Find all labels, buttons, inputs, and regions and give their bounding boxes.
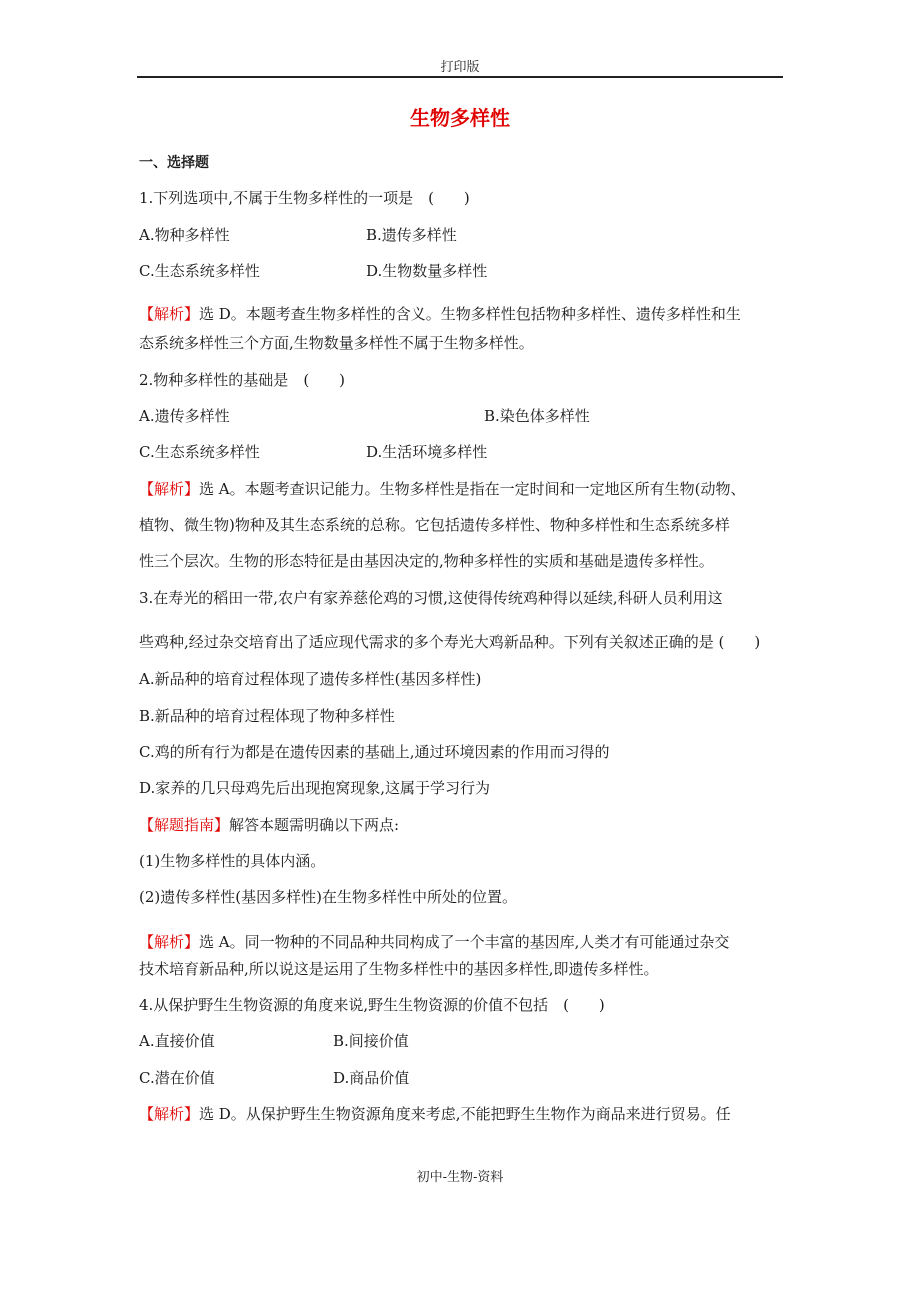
question-1-option-a: A.物种多样性 [139, 226, 230, 244]
question-4-option-b: B.间接价值 [333, 1032, 409, 1050]
question-2-stem: 2.物种多样性的基础是 ( ) [139, 371, 346, 389]
question-2-option-d: D.生活环境多样性 [366, 443, 488, 461]
page-header: 打印版 [440, 60, 480, 75]
question-1-explanation: 【解析】选 D。本题考查生物多样性的含义。生物多样性包括物种多样性、遗传多样性和生 [139, 305, 741, 323]
question-1-stem: 1.下列选项中,不属于生物多样性的一项是 ( ) [139, 189, 470, 207]
question-3-option-b: B.新品种的培育过程体现了物种多样性 [139, 707, 395, 725]
question-3-stem-cont: 些鸡种,经过杂交培育出了适应现代需求的多个寿光大鸡新品种。下列有关叙述正确的是 ( ) [139, 633, 761, 651]
question-4-option-d: D.商品价值 [333, 1069, 410, 1087]
question-3-option-a: A.新品种的培育过程体现了遗传多样性(基因多样性) [139, 670, 482, 688]
analysis-tag: 【解析】 [139, 933, 200, 951]
document-title: 生物多样性 [410, 106, 510, 130]
question-2-option-c: C.生态系统多样性 [139, 443, 260, 461]
question-2-explanation-cont2: 性三个层次。生物的形态特征是由基因决定的,物种多样性的实质和基础是遗传多样性。 [139, 552, 714, 570]
question-3-option-c: C.鸡的所有行为都是在遗传因素的基础上,通过环境因素的作用而习得的 [139, 743, 610, 761]
question-1-explanation-cont: 态系统多样性三个方面,生物数量多样性不属于生物多样性。 [139, 334, 534, 352]
question-1-option-d: D.生物数量多样性 [366, 262, 488, 280]
question-3-explanation: 【解析】选 A。同一物种的不同品种共同构成了一个丰富的基因库,人类才有可能通过杂交 [139, 933, 730, 951]
guide-tag: 【解题指南】 [139, 816, 230, 834]
question-3-explanation-cont: 技术培育新品种,所以说这是运用了生物多样性中的基因多样性,即遗传多样性。 [139, 960, 659, 978]
question-2-explanation-cont: 植物、微生物)物种及其生态系统的总称。它包括遗传多样性、物种多样性和生态系统多样 [139, 516, 730, 534]
question-4-option-c: C.潜在价值 [139, 1069, 215, 1087]
analysis-tag: 【解析】 [139, 305, 200, 323]
page-footer: 初中-生物-资料 [416, 1170, 504, 1185]
section-heading: 一、选择题 [139, 155, 209, 171]
question-3-guide-point-1: (1)生物多样性的具体内涵。 [139, 852, 326, 870]
question-3-option-d: D.家养的几只母鸡先后出现抱窝现象,这属于学习行为 [139, 779, 491, 797]
question-1-option-c: C.生态系统多样性 [139, 262, 260, 280]
question-4-explanation: 【解析】选 D。从保护野生生物资源角度来考虑,不能把野生生物作为商品来进行贸易。任 [139, 1105, 731, 1123]
question-2-option-a: A.遗传多样性 [139, 407, 230, 425]
analysis-tag: 【解析】 [139, 480, 200, 498]
header-rule [137, 76, 783, 78]
question-3-guide-point-2: (2)遗传多样性(基因多样性)在生物多样性中所处的位置。 [139, 888, 517, 906]
question-4-stem: 4.从保护野生生物资源的角度来说,野生生物资源的价值不包括 ( ) [139, 996, 605, 1014]
question-2-option-b: B.染色体多样性 [484, 407, 590, 425]
question-3-guide: 【解题指南】解答本题需明确以下两点: [139, 816, 400, 834]
question-3-stem: 3.在寿光的稻田一带,农户有家养慈伦鸡的习惯,这使得传统鸡种得以延续,科研人员利用这 [139, 589, 723, 607]
analysis-tag: 【解析】 [139, 1105, 200, 1123]
question-4-option-a: A.直接价值 [139, 1032, 215, 1050]
question-1-option-b: B.遗传多样性 [366, 226, 457, 244]
question-2-explanation: 【解析】选 A。本题考查识记能力。生物多样性是指在一定时间和一定地区所有生物(动物、 [139, 480, 746, 498]
